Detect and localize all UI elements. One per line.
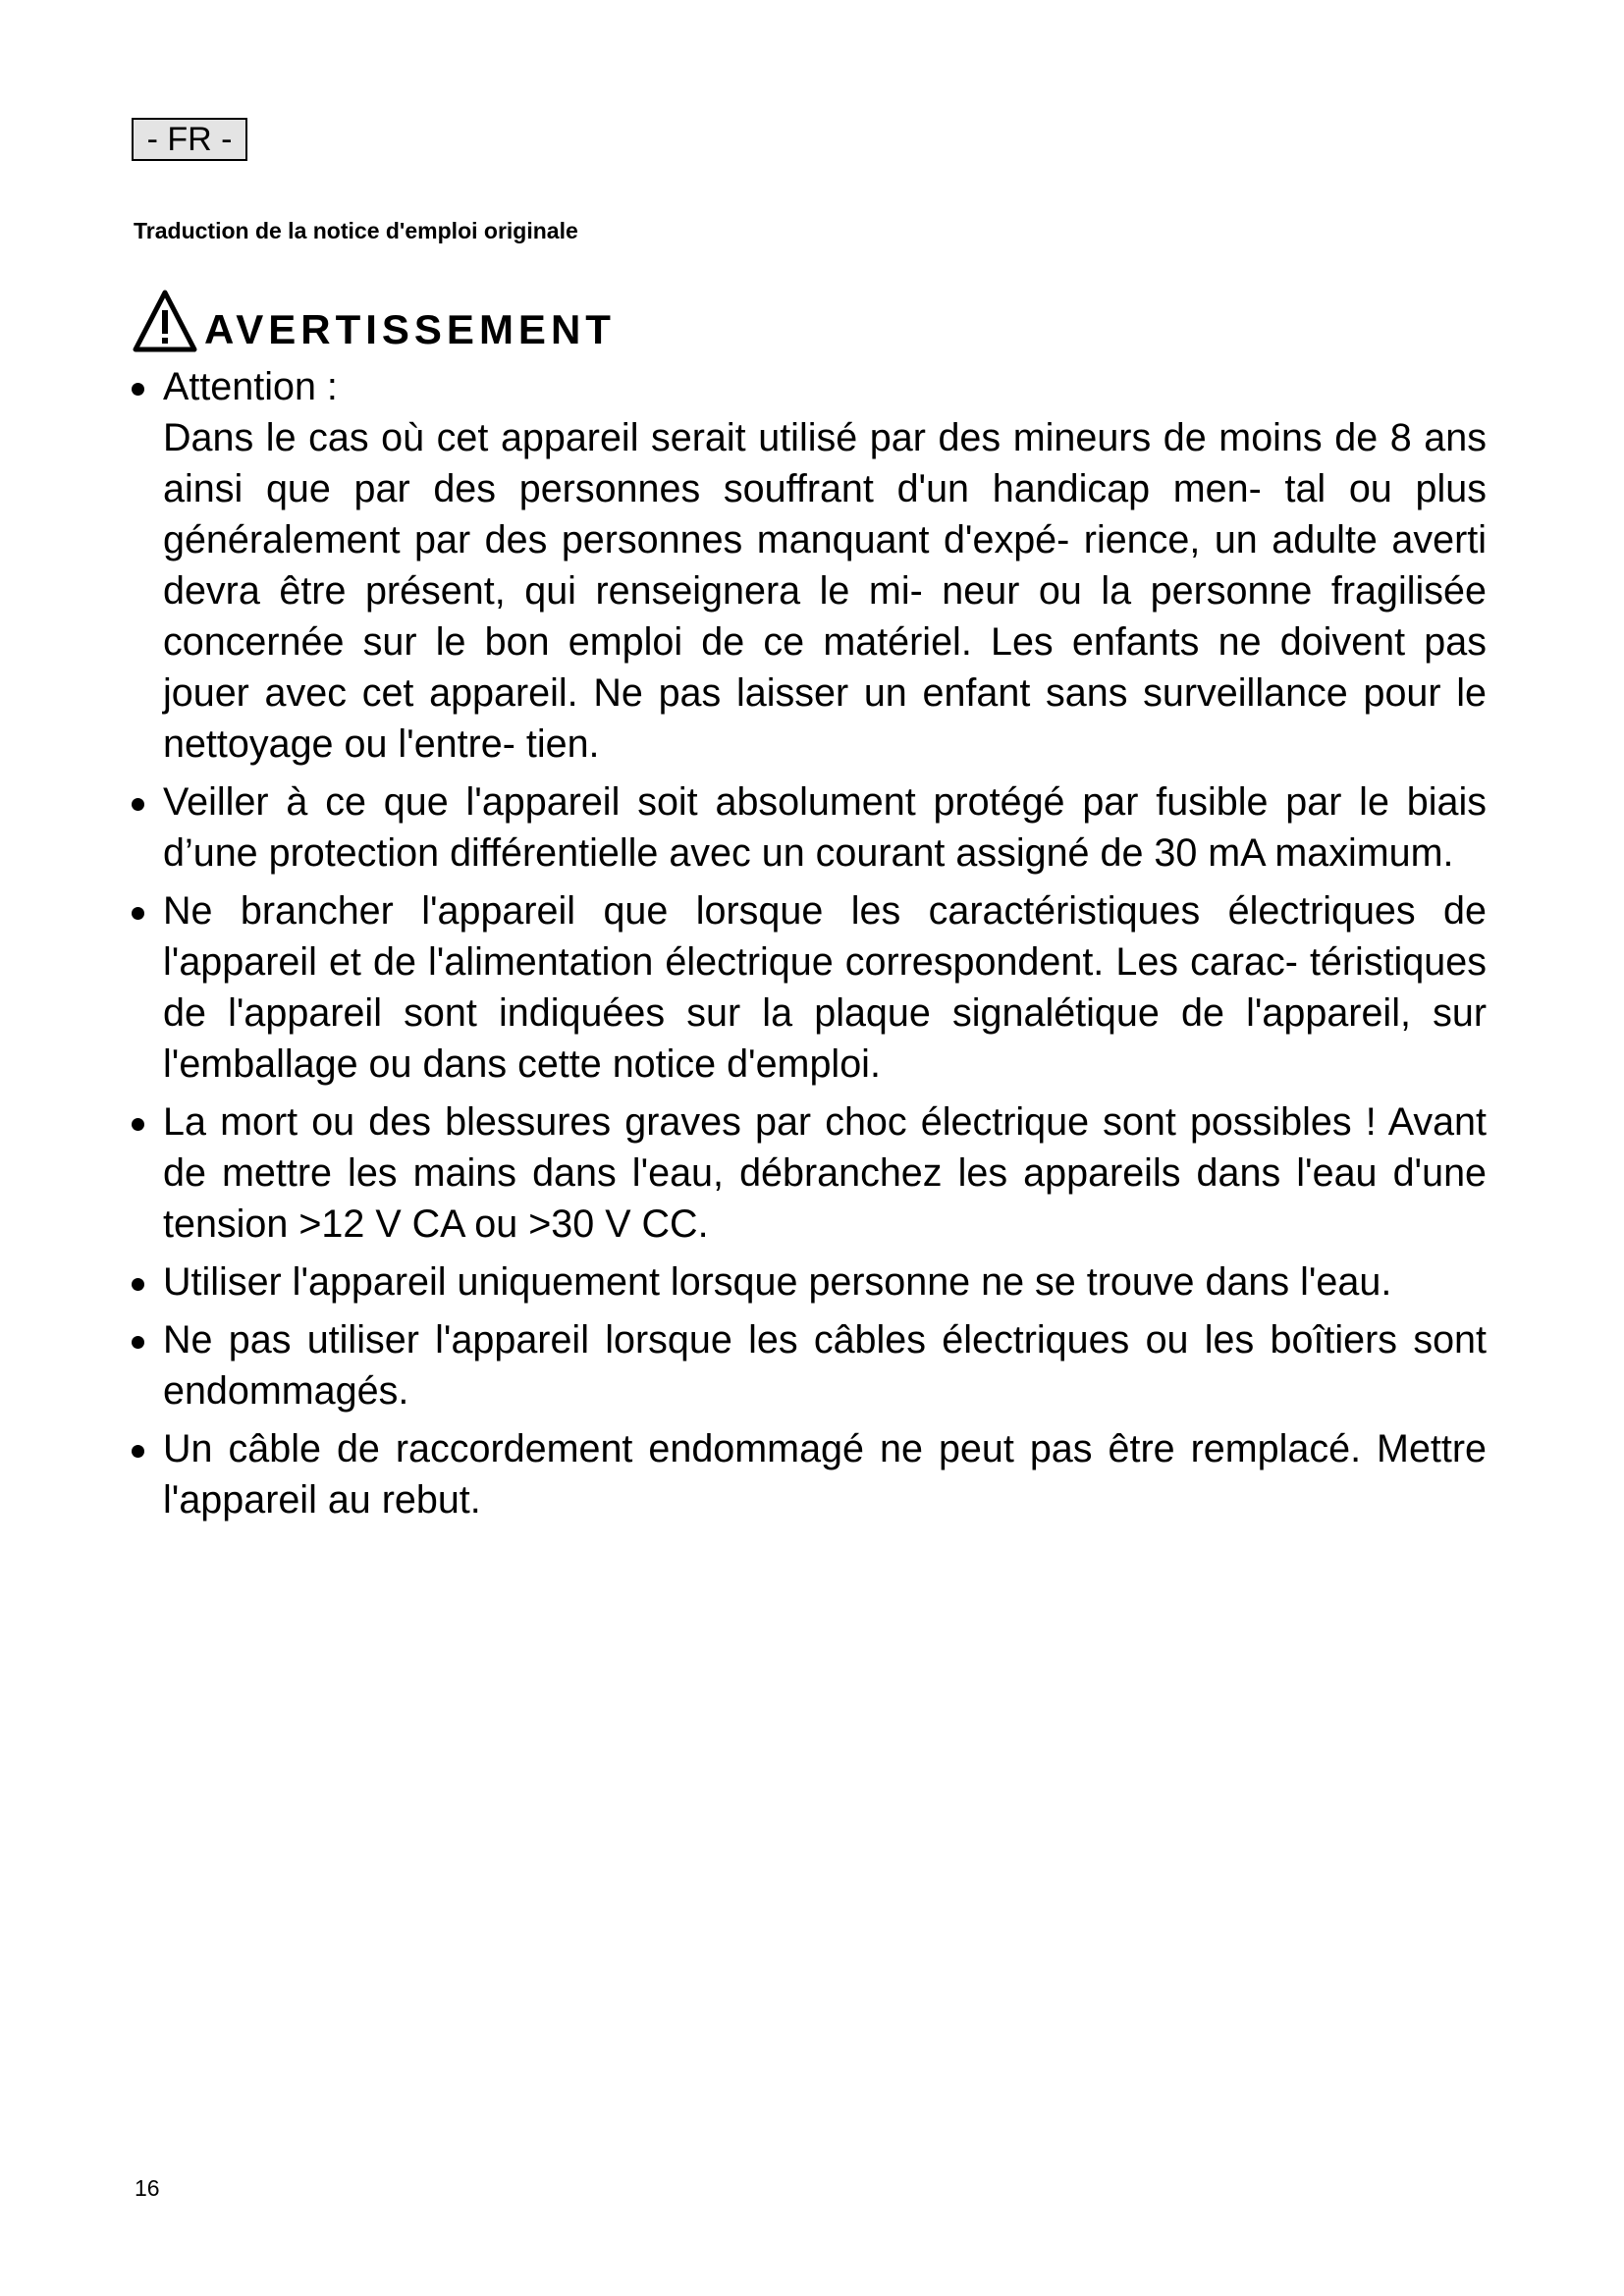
warning-title: AVERTISSEMENT [204,306,616,352]
warning-item-text: Un câble de raccordement endommagé ne peut pas être remplacé. Mettre l'appareil au rebut. [163,1427,1487,1522]
warning-item-text: La mort ou des blessures graves par choc électrique sont possibles ! Avant de mettre les mains dans l'eau, débranchez les appareils dans l'eau d'une tension >12 V CA ou >30 V CC. [163,1100,1487,1246]
bullet [132,1445,144,1458]
warning-item-label: Attention : [163,365,338,408]
warning-item [132,885,1487,1090]
warning-item [132,776,1487,879]
warning-item-text: Utiliser l'appareil uniquement lorsque personne ne se trouve dans l'eau. [163,1260,1392,1304]
warning-triangle-icon [132,289,198,355]
bullet [132,907,144,920]
warning-item-text: Veiller à ce que l'appareil soit absolument protégé par fusible par le biais d’une protection différentielle avec un courant assigné de 30 mA maximum. [163,780,1487,875]
bullet [132,383,144,396]
warning-list [132,361,1487,1532]
bullet [132,1118,144,1131]
warning-item [132,1096,1487,1250]
warning-item [132,1256,1487,1308]
warning-item [132,1314,1487,1416]
warning-header [132,277,616,355]
bullet [132,1336,144,1349]
document-subtitle: Traduction de la notice d'emploi originale [134,218,578,243]
warning-item [132,1423,1487,1525]
page-number: 16 [135,2175,160,2201]
warning-item-text: Dans le cas où cet appareil serait utilisé par des mineurs de moins de 8 ans ainsi que par des personnes souffrant d'un handicap men- tal ou plus généralement par des personnes manquant d'expé- rience, un adulte averti devra être présent, qui renseignera le mi- neur ou la personne fragilisée concernée sur le bon emploi de ce matériel. Les enfants ne doivent pas jouer avec cet appareil. Ne pas laisser un enfant sans surveillance pour le nettoyage ou l'entre- tien. [163,416,1487,766]
bullet [132,1278,144,1291]
bullet [132,798,144,811]
warning-item-text: Ne brancher l'appareil que lorsque les caractéristiques électriques de l'appareil et de l'alimentation électrique correspondent. Les carac- téristiques de l'appareil sont indiquées sur la plaque signalétique de l'appareil, sur l'emballage ou dans cette notice d'emploi. [163,889,1487,1086]
warning-item-text: Ne pas utiliser l'appareil lorsque les câbles électriques ou les boîtiers sont endommagés. [163,1318,1487,1413]
warning-item [132,361,1487,770]
language-tag: - FR - [132,118,247,161]
